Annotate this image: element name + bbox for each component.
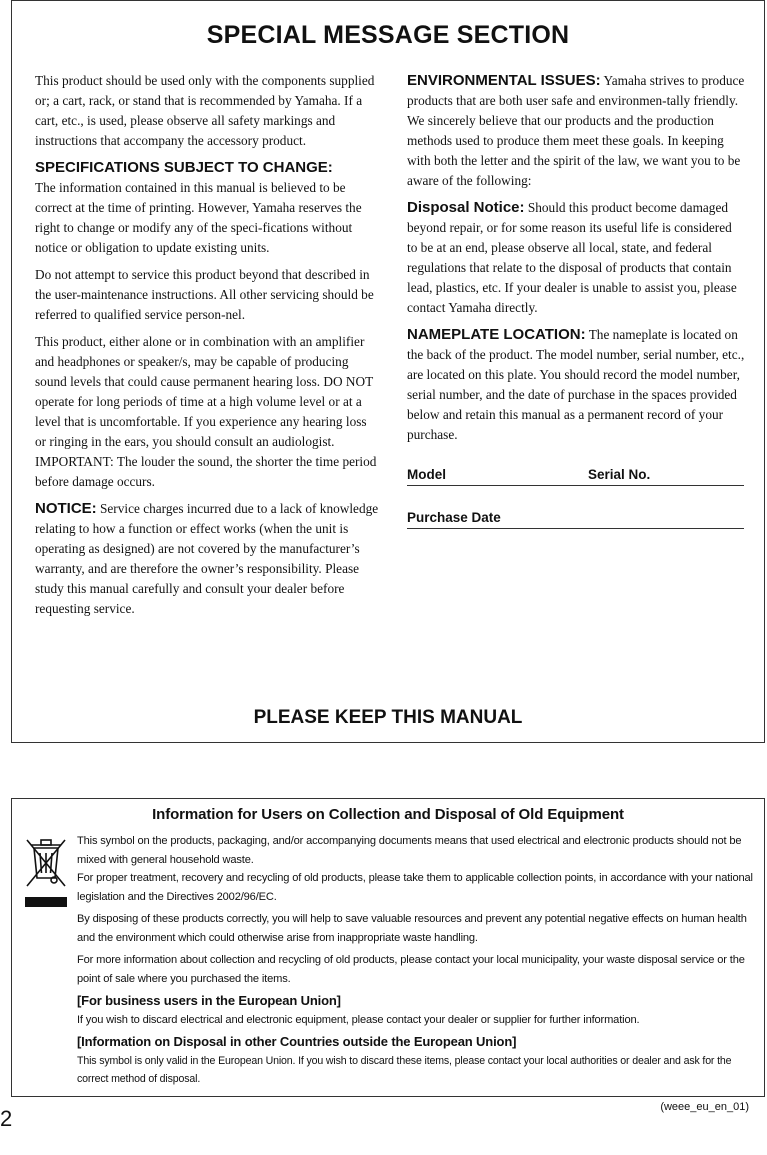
disposal-paragraph — [407, 198, 745, 318]
environmental-heading: ENVIRONMENTAL ISSUES: — [407, 72, 601, 89]
keep-manual-footer: PLEASE KEEP THIS MANUAL — [253, 707, 523, 728]
specifications-paragraph: The information contained in this manual is believed to be correct at the time of printing. However, Yamaha reserves the right to change or modify any of the speci-fications without notice or obligation to update existing units. — [35, 180, 362, 255]
right-column — [407, 71, 745, 452]
special-message-section — [11, 0, 765, 743]
page-number: 2 — [0, 1106, 13, 1131]
other-countries-text: This symbol is only valid in the European Union. If you wish to discard these items, please contact your local authorities or dealer and ask for the correct method of disposal. — [77, 1054, 732, 1085]
model-label: Model — [407, 467, 446, 482]
service-paragraph: Do not attempt to service this product beyond that described in the user-maintenance instructions. All other servicing should be referred to qualified service person-nel. — [35, 267, 374, 322]
disposal-heading: Disposal Notice: — [407, 199, 525, 216]
specifications-heading: SPECIFICATIONS SUBJECT TO CHANGE: — [35, 159, 333, 176]
nameplate-paragraph — [407, 325, 745, 445]
hearing-paragraph: This product, either alone or in combination with an amplifier and headphones or speaker/s, may be capable of producing sound levels that could cause permanent hearing loss. DO NOT operate for long periods of time at a high volume level or at a level that is uncomfortable. If you experience any hearing loss or ringing in the ears, you should consult an audiologist. — [35, 334, 374, 449]
weee-paragraph-treatment: For proper treatment, recovery and recycling of old products, please take them to applicable collection points, in accordance with your national legislation and the Directives 2002/96/EC. — [77, 872, 753, 903]
purchase-record-form — [407, 461, 744, 529]
important-paragraph: IMPORTANT: The louder the sound, the shorter the time period before damage occurs. — [35, 454, 377, 489]
environmental-paragraph — [407, 71, 745, 191]
nameplate-heading: NAMEPLATE LOCATION: — [407, 326, 586, 343]
nameplate-text: The nameplate is located on the back of the product. The model number, serial number, etc., are located on this plate. You should record the model number, serial number, and the date of purchase in the spaces provided below and retain this manual as a permanent record of your purchase. — [407, 327, 745, 442]
other-countries-heading: [Information on Disposal in other Countries outside the European Union] — [77, 1034, 517, 1049]
crossed-out-wheelie-bin-icon — [25, 836, 67, 908]
notice-heading: NOTICE: — [35, 500, 97, 517]
environmental-text: Yamaha strives to produce products that are both user safe and environmen-tally friendly. We sincerely believe that our products and the production methods used to produce them meet these goals. In keeping with both the letter and the spirit of the law, we want you to be aware of the following: — [407, 73, 745, 188]
left-column — [35, 71, 380, 626]
eu-business-heading: [For business users in the European Union] — [77, 993, 341, 1008]
disposal-text: Should this product become damaged beyond repair, or for some reason its useful life is considered to be at an end, please observe all local, state, and federal regulations that relate to the disposal of products that contain lead, plastics, etc. If your dealer is unable to assist you, please contact Yamaha directly. — [407, 200, 737, 315]
weee-paragraph-more-info: For more information about collection and recycling of old products, please contact your local municipality, your waste disposal service or the point of sale where you purchased the items. — [77, 954, 745, 985]
eu-business-text: If you wish to discard electrical and electronic equipment, please contact your dealer or supplier for further information. — [77, 1013, 640, 1026]
section-title: SPECIAL MESSAGE SECTION — [206, 21, 570, 49]
purchase-date-label: Purchase Date — [407, 510, 501, 525]
weee-information-box — [11, 798, 765, 1097]
model-serial-row — [407, 461, 744, 486]
weee-paragraph-benefits: By disposing of these products correctly, you will help to save valuable resources and prevent any potential negative effects on human health and the environment which could otherwise arise from inappropriate waste handling. — [77, 913, 747, 944]
serial-number-label: Serial No. — [588, 467, 651, 482]
intro-paragraph: This product should be used only with the components supplied or; a cart, rack, or stand that is recommended by Yamaha. If a cart, etc., is used, please observe all safety markings and instructions that accompany the accessory product. — [35, 73, 375, 148]
weee-body — [77, 832, 759, 1093]
weee-title: Information for Users on Collection and Disposal of Old Equipment — [152, 806, 624, 823]
purchase-date-row — [407, 504, 744, 529]
weee-paragraph-symbol: This symbol on the products, packaging, and/or accompanying documents means that used electrical and electronic products should not be mixed with general household waste. — [77, 835, 742, 866]
notice-text: Service charges incurred due to a lack of knowledge relating to how a function or effect works (when the unit is operating as designed) are not covered by the manufacturer’s warranty, and are therefore the owner’s responsibility. Please study this manual carefully and consult your dealer before requesting service. — [35, 501, 379, 616]
document-code: (weee_eu_en_01) — [660, 1101, 749, 1113]
notice-paragraph — [35, 499, 380, 619]
